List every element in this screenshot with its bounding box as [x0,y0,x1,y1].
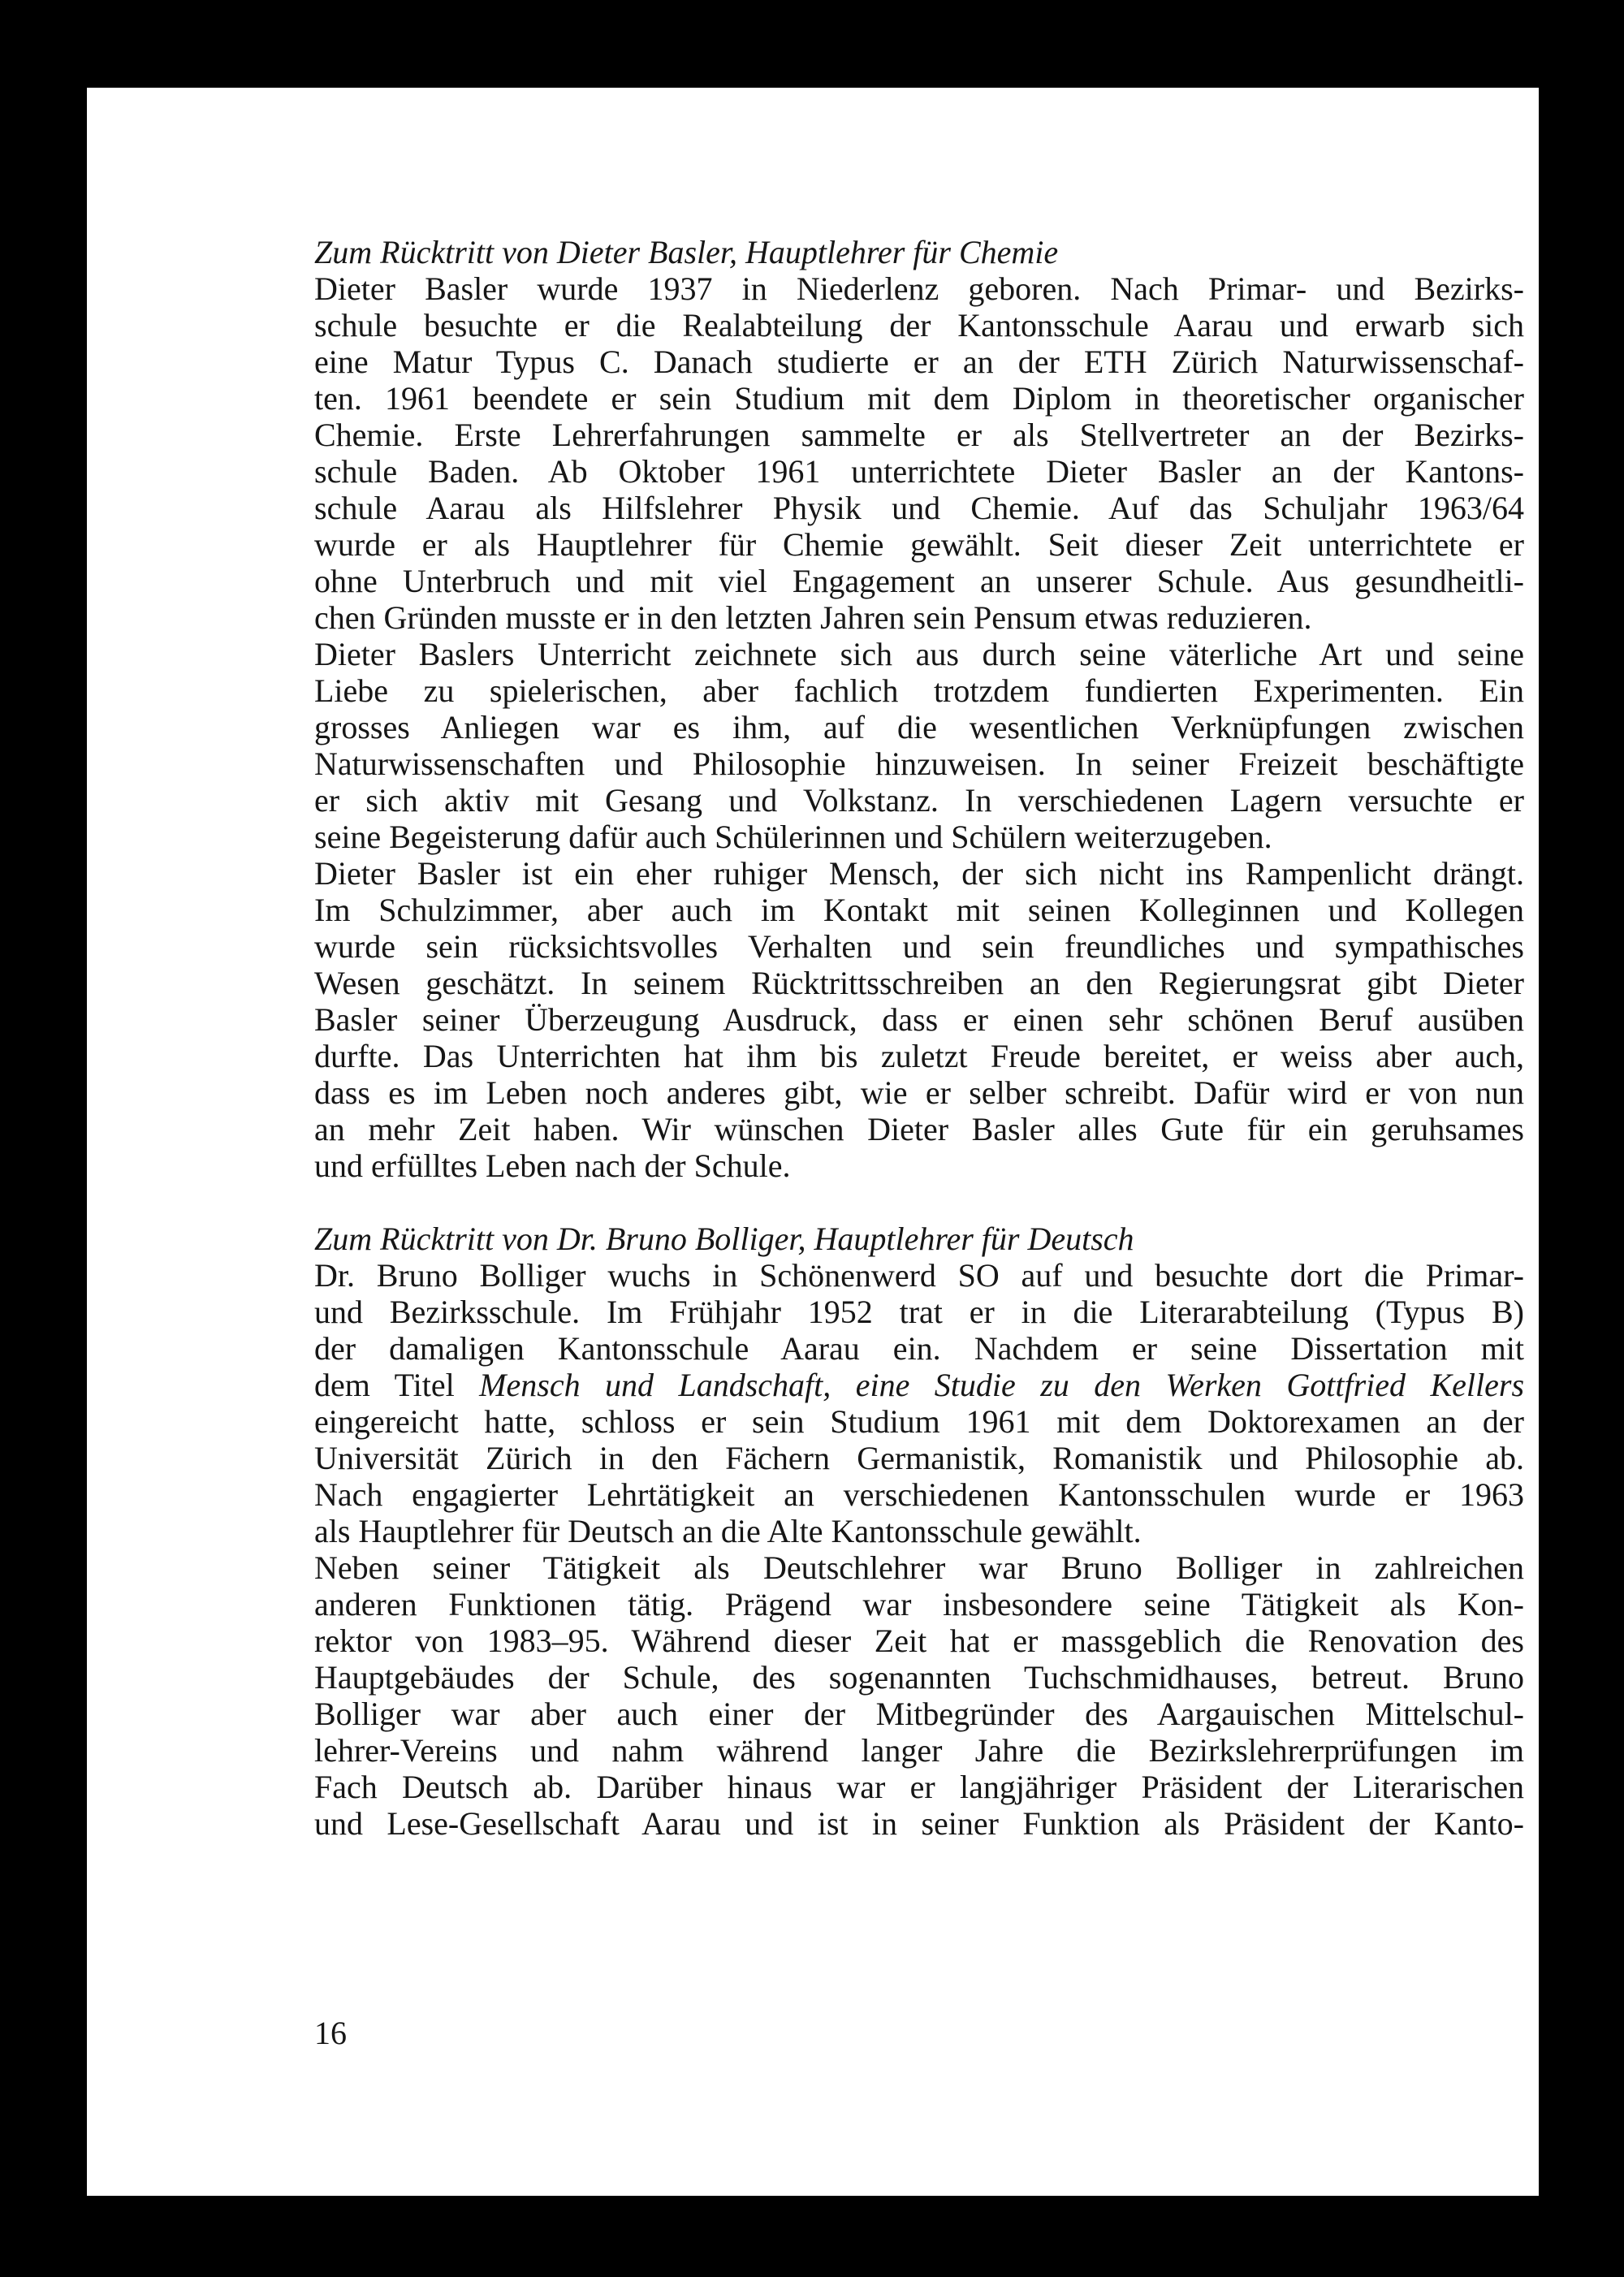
text-line: Dr. Bruno Bolliger wuchs in Schönenwerd SO auf und besuchte dort die Primar- [314,1257,1524,1294]
text-line: Basler seiner Überzeugung Ausdruck, dass er einen sehr schönen Beruf ausüben [314,1001,1524,1038]
text-line: als Hauptlehrer für Deutsch an die Alte Kantonsschule gewählt. [314,1513,1142,1549]
text-line: seine Begeisterung dafür auch Schülerinnen und Schülern weiterzugeben. [314,819,1272,855]
text-line: und Bezirksschule. Im Frühjahr 1952 trat er in die Literarabteilung (Typus B) [314,1294,1524,1330]
text-line: grosses Anliegen war es ihm, auf die wesentlichen Verknüpfungen zwischen [314,709,1524,745]
text-line: er sich aktiv mit Gesang und Volkstanz. In verschiedenen Lagern versuchte er [314,782,1524,819]
text-line: der damaligen Kantonsschule Aarau ein. Nachdem er seine Dissertation mit [314,1330,1524,1367]
page-body [314,234,1524,1842]
text-line: schule Aarau als Hilfslehrer Physik und Chemie. Auf das Schuljahr 1963/64 [314,490,1524,526]
text-line: schule Baden. Ab Oktober 1961 unterrichtete Dieter Basler an der Kantons- [314,453,1524,490]
text-line: Liebe zu spielerischen, aber fachlich trotzdem fundierten Experimenten. Ein [314,672,1524,709]
text-line: Wesen geschätzt. In seinem Rücktrittsschreiben an den Regierungsrat gibt Dieter [314,965,1524,1001]
text-line: durfte. Das Unterrichten hat ihm bis zuletzt Freude bereitet, er weiss aber auch, [314,1038,1524,1074]
text-line: Nach engagierter Lehrtätigkeit an verschiedenen Kantonsschulen wurde er 1963 [314,1476,1524,1513]
section-heading-bolliger: Zum Rücktritt von Dr. Bruno Bolliger, Hauptlehrer für Deutsch [314,1221,1134,1257]
text-line: an mehr Zeit haben. Wir wünschen Dieter Basler alles Gute für ein geruhsames [314,1111,1524,1147]
text-line: wurde sein rücksichtsvolles Verhalten und sein freundliches und sympathisches [314,928,1524,965]
text-line: Naturwissenschaften und Philosophie hinzuweisen. In seiner Freizeit beschäftigte [314,745,1524,782]
text-line: Dieter Basler wurde 1937 in Niederlenz geboren. Nach Primar- und Bezirks- [314,270,1524,307]
dissertation-title: Mensch und Landschaft, eine Studie zu den Werken Gottfried Kellers [479,1367,1525,1403]
text-line: ohne Unterbruch und mit viel Engagement an unserer Schule. Aus gesundheitli- [314,563,1524,599]
page-number: 16 [314,2015,347,2051]
text-line: Chemie. Erste Lehrerfahrungen sammelte er als Stellvertreter an der Bezirks- [314,417,1524,453]
text-line: Hauptgebäudes der Schule, des sogenannten Tuchschmidhauses, betreut. Bruno [314,1659,1524,1696]
text-line: Im Schulzimmer, aber auch im Kontakt mit seinen Kolleginnen und Kollegen [314,892,1524,928]
text-line: und erfülltes Leben nach der Schule. [314,1147,791,1184]
text-line: und Lese-Gesellschaft Aarau und ist in seiner Funktion als Präsident der Kanto- [314,1805,1524,1842]
text-line: Bolliger war aber auch einer der Mitbegründer des Aargauischen Mittelschul- [314,1696,1524,1732]
section-body-basler [314,270,1524,1184]
text-line: chen Gründen musste er in den letzten Jahren sein Pensum etwas reduzieren. [314,599,1312,636]
section-heading-basler: Zum Rücktritt von Dieter Basler, Hauptlehrer für Chemie [314,234,1059,270]
text-line-with-title [314,1367,1524,1403]
text-line: wurde er als Hauptlehrer für Chemie gewählt. Seit dieser Zeit unterrichtete er [314,526,1524,563]
text-line: rektor von 1983–95. Während dieser Zeit hat er massgeblich die Renovation des [314,1622,1524,1659]
text-fragment: dem Titel [314,1367,480,1403]
text-line: anderen Funktionen tätig. Prägend war insbesondere seine Tätigkeit als Kon- [314,1586,1524,1622]
text-line: Dieter Basler ist ein eher ruhiger Mensch, der sich nicht ins Rampenlicht drängt. [314,855,1524,892]
text-line: Universität Zürich in den Fächern Germanistik, Romanistik und Philosophie ab. [314,1440,1524,1476]
text-line: Dieter Baslers Unterricht zeichnete sich aus durch seine väterliche Art und seine [314,636,1524,672]
text-line: schule besuchte er die Realabteilung der Kantonsschule Aarau und erwarb sich [314,307,1524,343]
text-line: Fach Deutsch ab. Darüber hinaus war er langjähriger Präsident der Literarischen [314,1769,1524,1805]
text-line: dass es im Leben noch anderes gibt, wie er selber schreibt. Dafür wird er von nun [314,1074,1524,1111]
section-body-bolliger [314,1257,1524,1842]
text-line: Neben seiner Tätigkeit als Deutschlehrer war Bruno Bolliger in zahlreichen [314,1549,1524,1586]
text-line: ten. 1961 beendete er sein Studium mit dem Diplom in theoretischer organischer [314,380,1524,417]
document-page [87,88,1539,2196]
section-spacer [314,1184,1524,1221]
text-line: eine Matur Typus C. Danach studierte er an der ETH Zürich Naturwissenschaf- [314,343,1524,380]
text-line: lehrer-Vereins und nahm während langer Jahre die Bezirkslehrerprüfungen im [314,1732,1524,1769]
text-line: eingereicht hatte, schloss er sein Studium 1961 mit dem Doktorexamen an der [314,1403,1524,1440]
